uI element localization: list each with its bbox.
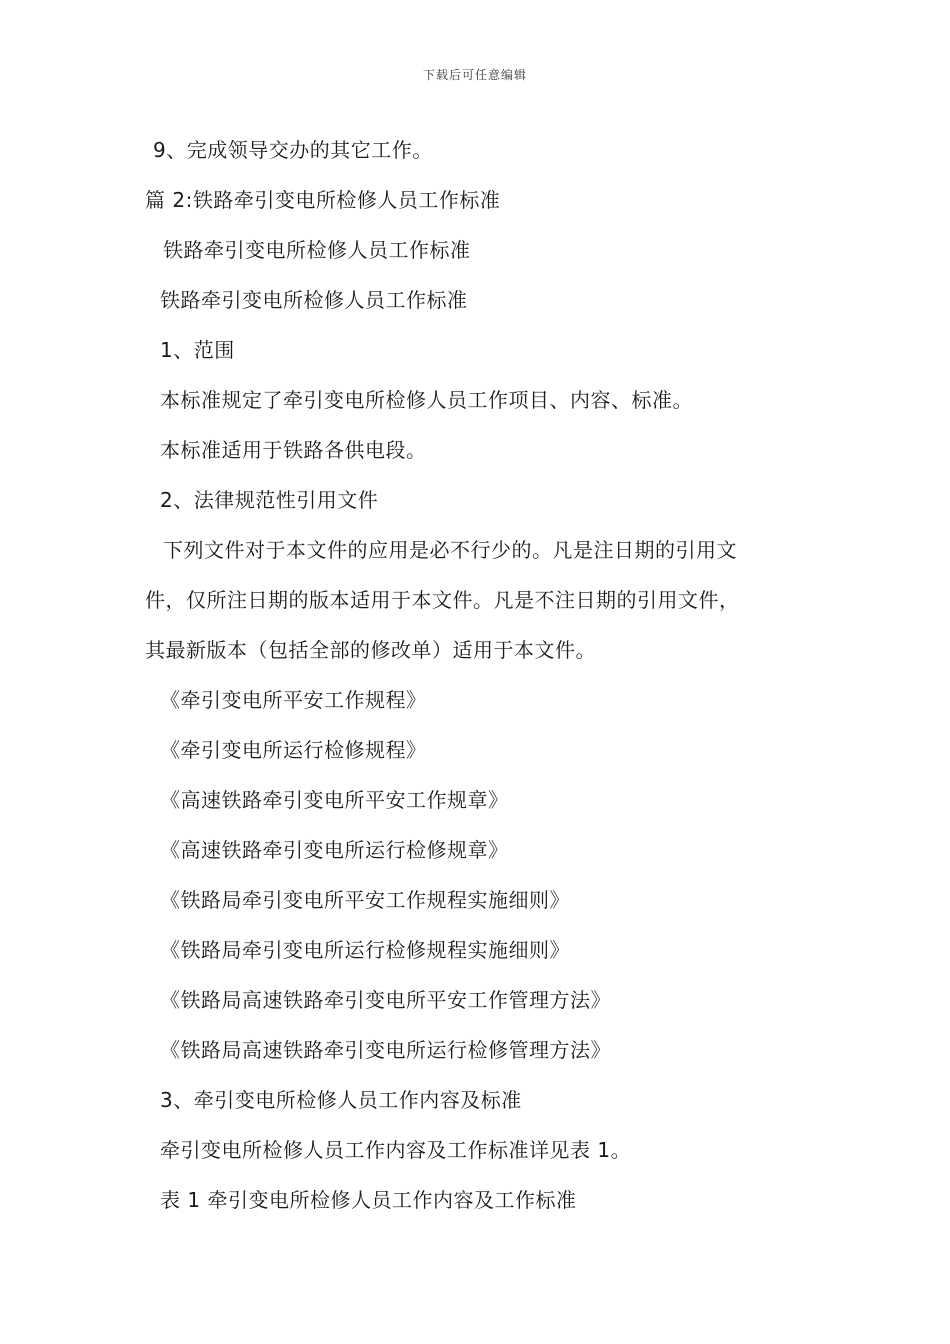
text-line: 9、完成领导交办的其它工作。	[153, 138, 433, 162]
reference-item: 《高速铁路牵引变电所运行检修规章》	[160, 838, 509, 862]
table-caption: 表 1 牵引变电所检修人员工作内容及工作标准	[160, 1188, 577, 1212]
reference-item: 《铁路局高速铁路牵引变电所平安工作管理方法》	[160, 988, 611, 1012]
text-line: 件，仅所注日期的版本适用于本文件。凡是不注日期的引用文件，	[145, 588, 740, 612]
page-header-note: 下载后可任意编辑	[422, 68, 527, 82]
reference-item: 《牵引变电所平安工作规程》	[160, 688, 427, 712]
text-line: 其最新版本（包括全部的修改单）适用于本文件。	[145, 638, 596, 662]
text-line: 牵引变电所检修人员工作内容及工作标准详见表 1。	[160, 1138, 632, 1162]
text-line: 本标准适用于铁路各供电段。	[160, 438, 427, 462]
reference-item: 《铁路局牵引变电所平安工作规程实施细则》	[160, 888, 570, 912]
section-heading: 3、牵引变电所检修人员工作内容及标准	[160, 1088, 522, 1112]
section-heading: 篇 2:铁路牵引变电所检修人员工作标准	[145, 188, 501, 212]
section-heading: 2、法律规范性引用文件	[160, 488, 379, 512]
text-line: 下列文件对于本文件的应用是必不行少的。凡是注日期的引用文	[163, 538, 737, 562]
reference-item: 《高速铁路牵引变电所平安工作规章》	[160, 788, 509, 812]
text-line: 本标准规定了牵引变电所检修人员工作项目、内容、标准。	[160, 388, 693, 412]
reference-item: 《牵引变电所运行检修规程》	[160, 738, 427, 762]
reference-item: 《铁路局牵引变电所运行检修规程实施细则》	[160, 938, 570, 962]
document-subtitle: 铁路牵引变电所检修人员工作标准	[160, 288, 468, 312]
section-heading: 1、范围	[160, 338, 235, 362]
reference-item: 《铁路局高速铁路牵引变电所运行检修管理方法》	[160, 1038, 611, 1062]
document-title: 铁路牵引变电所检修人员工作标准	[163, 238, 471, 262]
